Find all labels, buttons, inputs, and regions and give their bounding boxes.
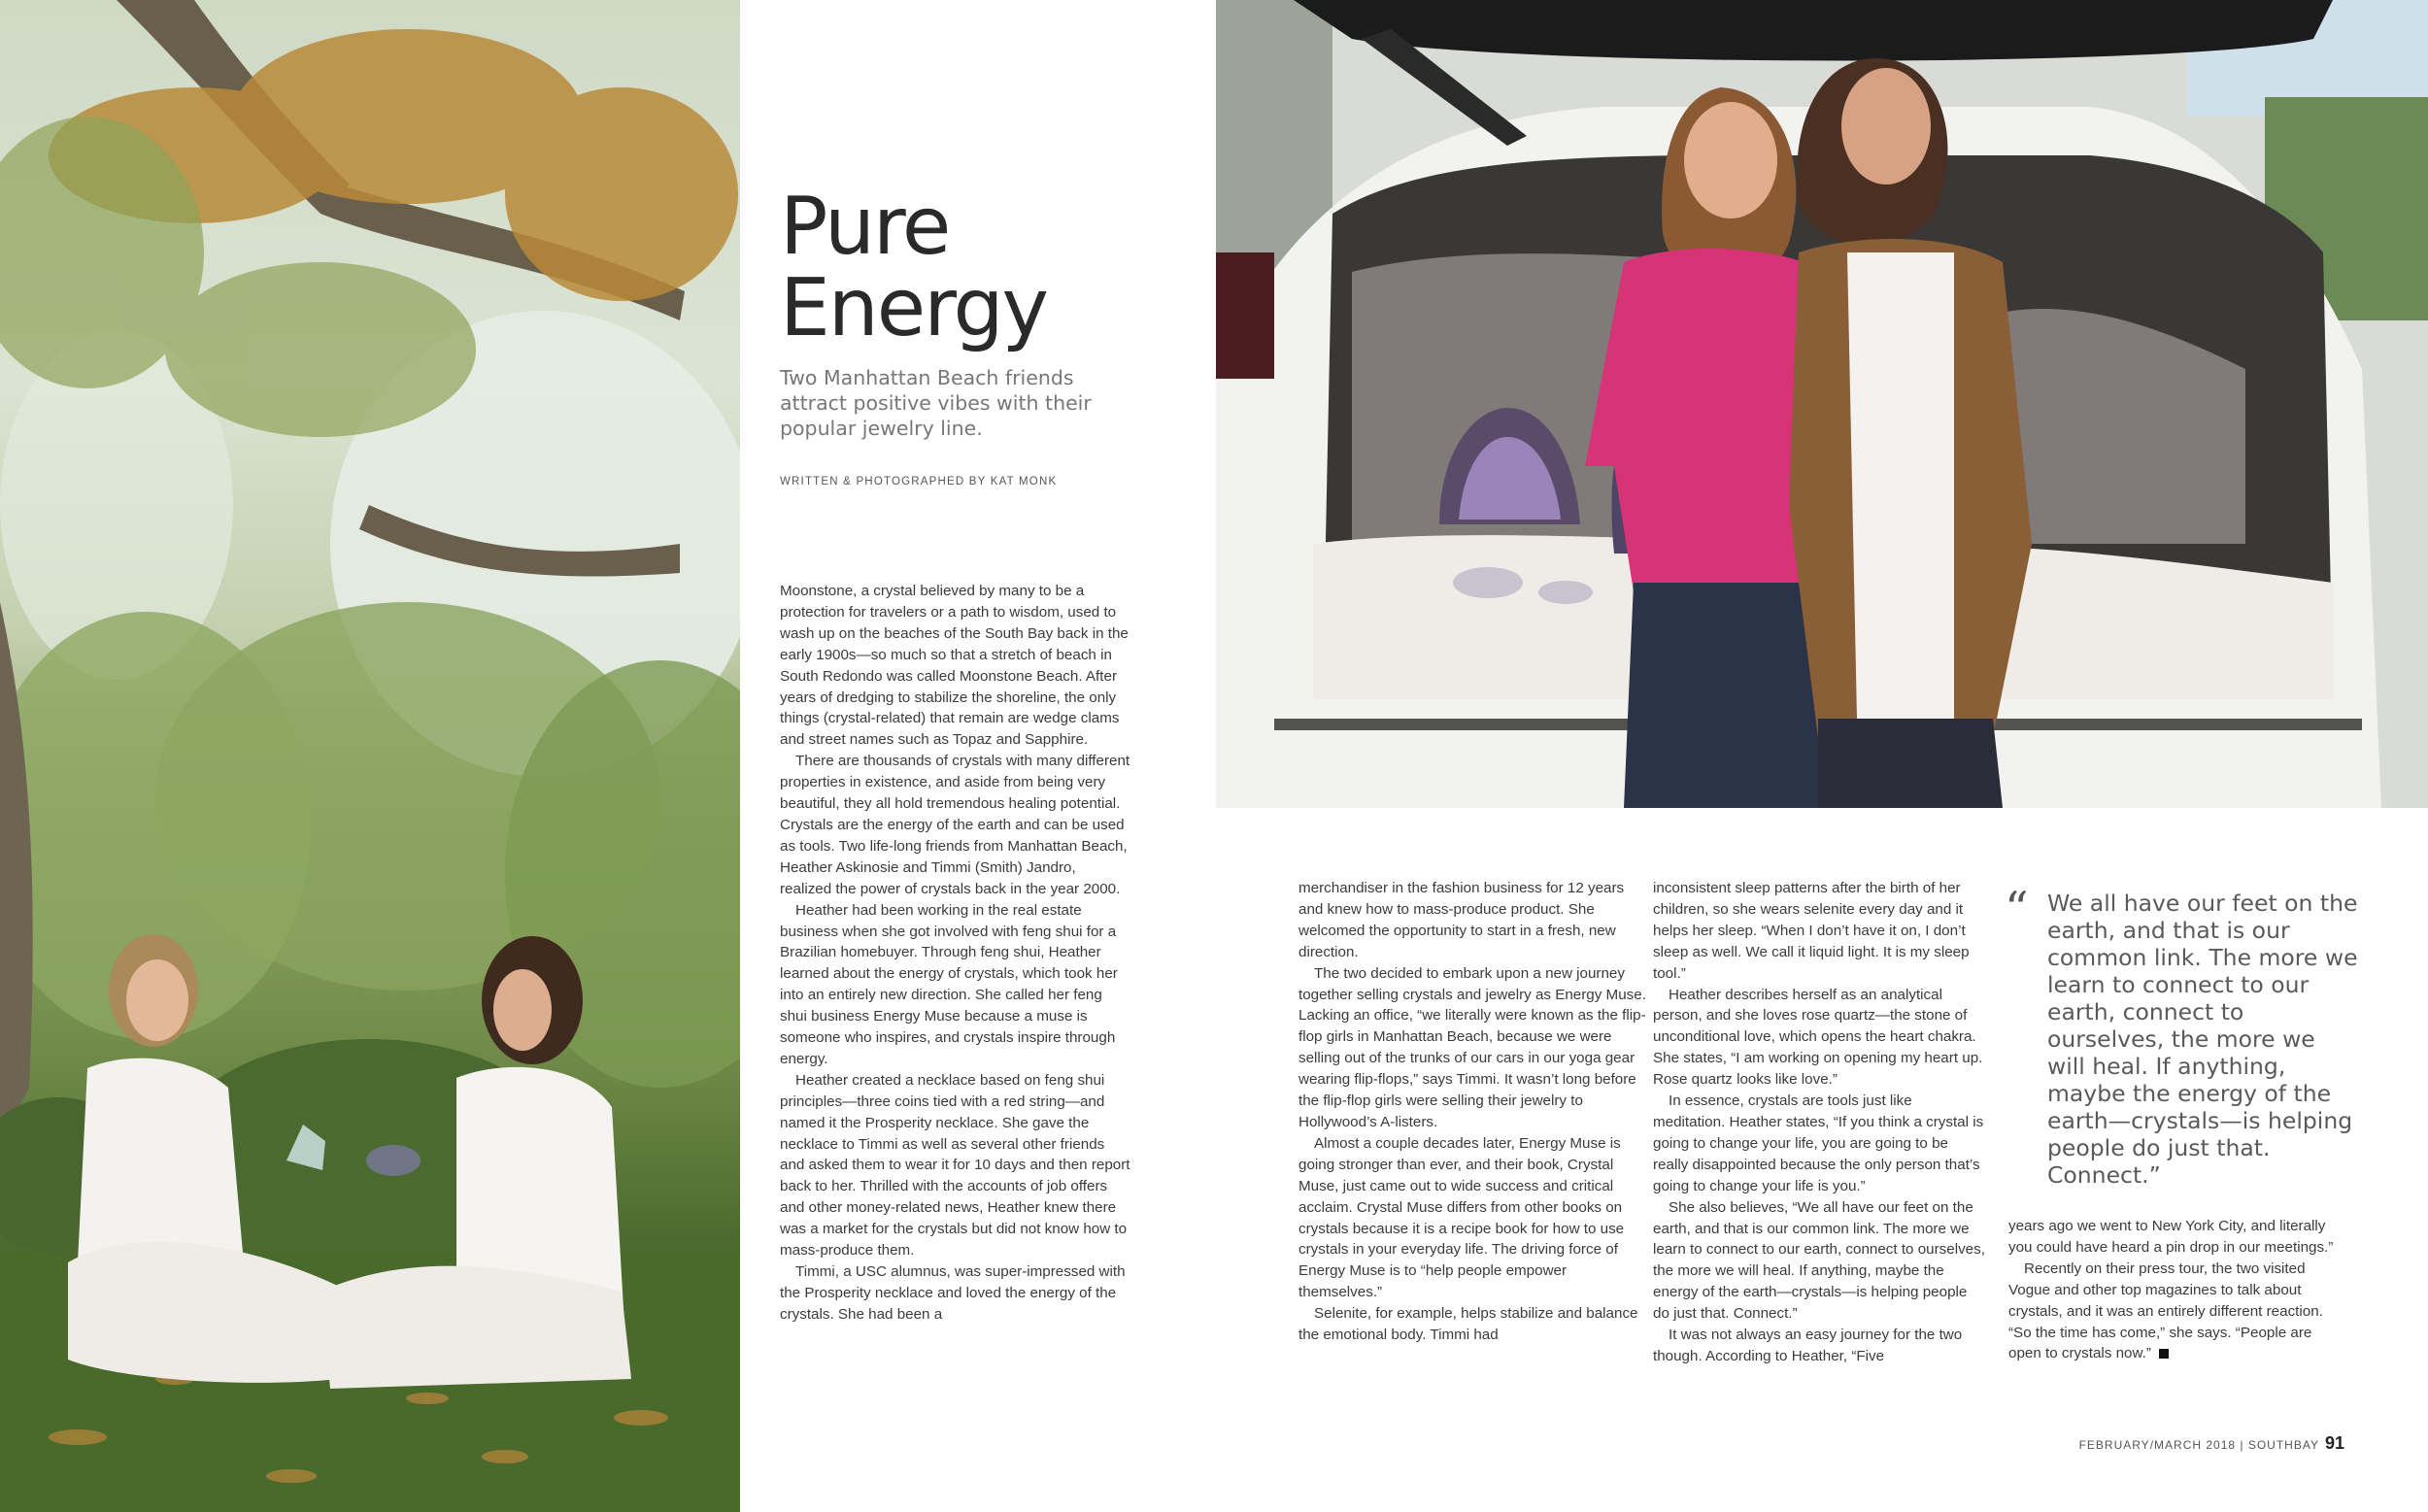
paragraph: merchandiser in the fashion business for 12 years and knew how to mass-produce product. She welcomed the opportunity to start in a fresh, new direction. (1298, 880, 1625, 960)
paragraph: In essence, crystals are tools just like meditation. Heather states, “If you think a crystal is going to change your life, you are going to be really disappointed because the only person that’s going to change your life is you.” (1653, 1092, 1984, 1194)
paragraph: Timmi, a USC alumnus, was super-impressed with the Prosperity necklace and loved the energy of the crystals. She had been a (780, 1263, 1126, 1323)
body-column-1 (780, 581, 1131, 1326)
paragraph: Selenite, for example, helps stabilize and balance the emotional body. Timmi had (1298, 1305, 1638, 1344)
pullquote-mark: “ (2005, 882, 2029, 936)
body-column-4 (2008, 1216, 2348, 1364)
photo-friends-meditating (0, 0, 740, 1512)
pullquote: We all have our feet on the earth, and that is our common link. The more we learn to connect to our earth, connect to ourselves, the more we will heal. If anything, maybe the energy of the earth—crystals—is helping people do just that. Connect.” (2047, 890, 2358, 1189)
paragraph: years ago we went to New York City, and literally you could have heard a pin drop in our meetings.” (2008, 1218, 2334, 1256)
folio-issue: FEBRUARY/MARCH 2018 | SOUTHBAY (2078, 1438, 2319, 1452)
paragraph: inconsistent sleep patterns after the birth of her children, so she wears selenite every day and it helps her sleep. “When I don’t have it on, I don’t sleep as well. We call it liquid light. It is my sleep tool.” (1653, 880, 1970, 982)
body-column-3 (1653, 878, 1986, 1367)
paragraph: Heather created a necklace based on feng shui principles—three coins tied with a red string—and named it the Prosperity necklace. She gave the necklace to Timmi as well as several other friends and asked them to wear it for 10 days and then report back to her. Thrilled with the accounts of job offers and other money-related news, Heather knew there was a market for the crystals but did not know how to mass-produce them. (780, 1071, 1130, 1260)
paragraph (2008, 1259, 2348, 1365)
title-line-2: Energy (780, 262, 1048, 354)
article-title (780, 181, 1188, 354)
photo-friends-meditating-art (0, 0, 740, 1512)
photo-friends-car-trunk-art (1216, 0, 2428, 808)
paragraph: There are thousands of crystals with many different properties in existence, and aside from being very beautiful, they all hold tremendous healing potential. Crystals are the energy of the earth and can be used as tools. Two life-long friends from Manhattan Beach, Heather Askinosie and Timmi (Smith) Jandro, realized the power of crystals back in the year 2000. (780, 753, 1130, 897)
body-column-2 (1298, 878, 1650, 1346)
paragraph: Almost a couple decades later, Energy Muse is going stronger than ever, and their book, Crystal Muse, just came out to wide success and critical acclaim. Crystal Muse differs from other books on crystals because it is a recipe book for how to use crystals in your everyday life. The driving force of Energy Muse is to “help people empower themselves.” (1298, 1134, 1625, 1301)
article-byline: WRITTEN & PHOTOGRAPHED BY KAT MONK (780, 476, 1058, 487)
article-deck: Two Manhattan Beach friends attract positive vibes with their popular jewelry line. (780, 366, 1092, 440)
page-number: 91 (2324, 1433, 2344, 1453)
paragraph-text: Recently on their press tour, the two visited Vogue and other top magazines to talk about crystals, and it was an entirely different reaction. “So the time has come,” she says. “People are open to crystals now.” (2008, 1260, 2323, 1362)
photo-friends-car-trunk (1216, 0, 2428, 808)
paragraph: Heather had been working in the real estate business when she got involved with feng shui for a Brazilian homebuyer. Through feng shui, Heather learned about the energy of crystals, which took her into an entirely new direction. She called her feng shui business Energy Muse because a muse is someone who inspires, and crystals inspire through energy. (780, 901, 1118, 1067)
title-line-1: Pure (780, 181, 950, 273)
paragraph: The two decided to embark upon a new journey together selling crystals and jewelry as Energy Muse. Lacking an office, “we literally were known as the flip-flop girls in Manhattan Beach, because we were selling out of the trunks of our cars in our yoga gear wearing flip-flops,” says Timmi. It wasn’t long before the flip-flop girls were selling their jewelry to Hollywood’s A-listers. (1298, 964, 1646, 1130)
end-mark-icon (2159, 1349, 2169, 1359)
paragraph: Heather describes herself as an analytical person, and she loves rose quartz—the stone of unconditional love, which opens the heart chakra. She states, “I am working on opening my heart up. Rose quartz looks like love.” (1653, 986, 1983, 1089)
paragraph: It was not always an easy journey for the two though. According to Heather, “Five (1653, 1327, 1963, 1364)
paragraph: She also believes, “We all have our feet on the earth, and that is our common link. The more we learn to connect to our earth, connect to ourselves, the more we will heal. If anything, maybe the energy of the earth—crystals—is helping people do just that. Connect.” (1653, 1198, 1985, 1323)
page-folio (2079, 1433, 2344, 1454)
paragraph: Moonstone, a crystal believed by many to be a protection for travelers or a path to wisdom, used to wash up on the beaches of the South Bay back in the early 1900s—so much so that a stretch of beach in South Redondo was called Moonstone Beach. After years of dredging to stabilize the shoreline, the only things (crystal-related) that remain are wedge clams and street names such as Topaz and Sapphire. (780, 583, 1129, 749)
